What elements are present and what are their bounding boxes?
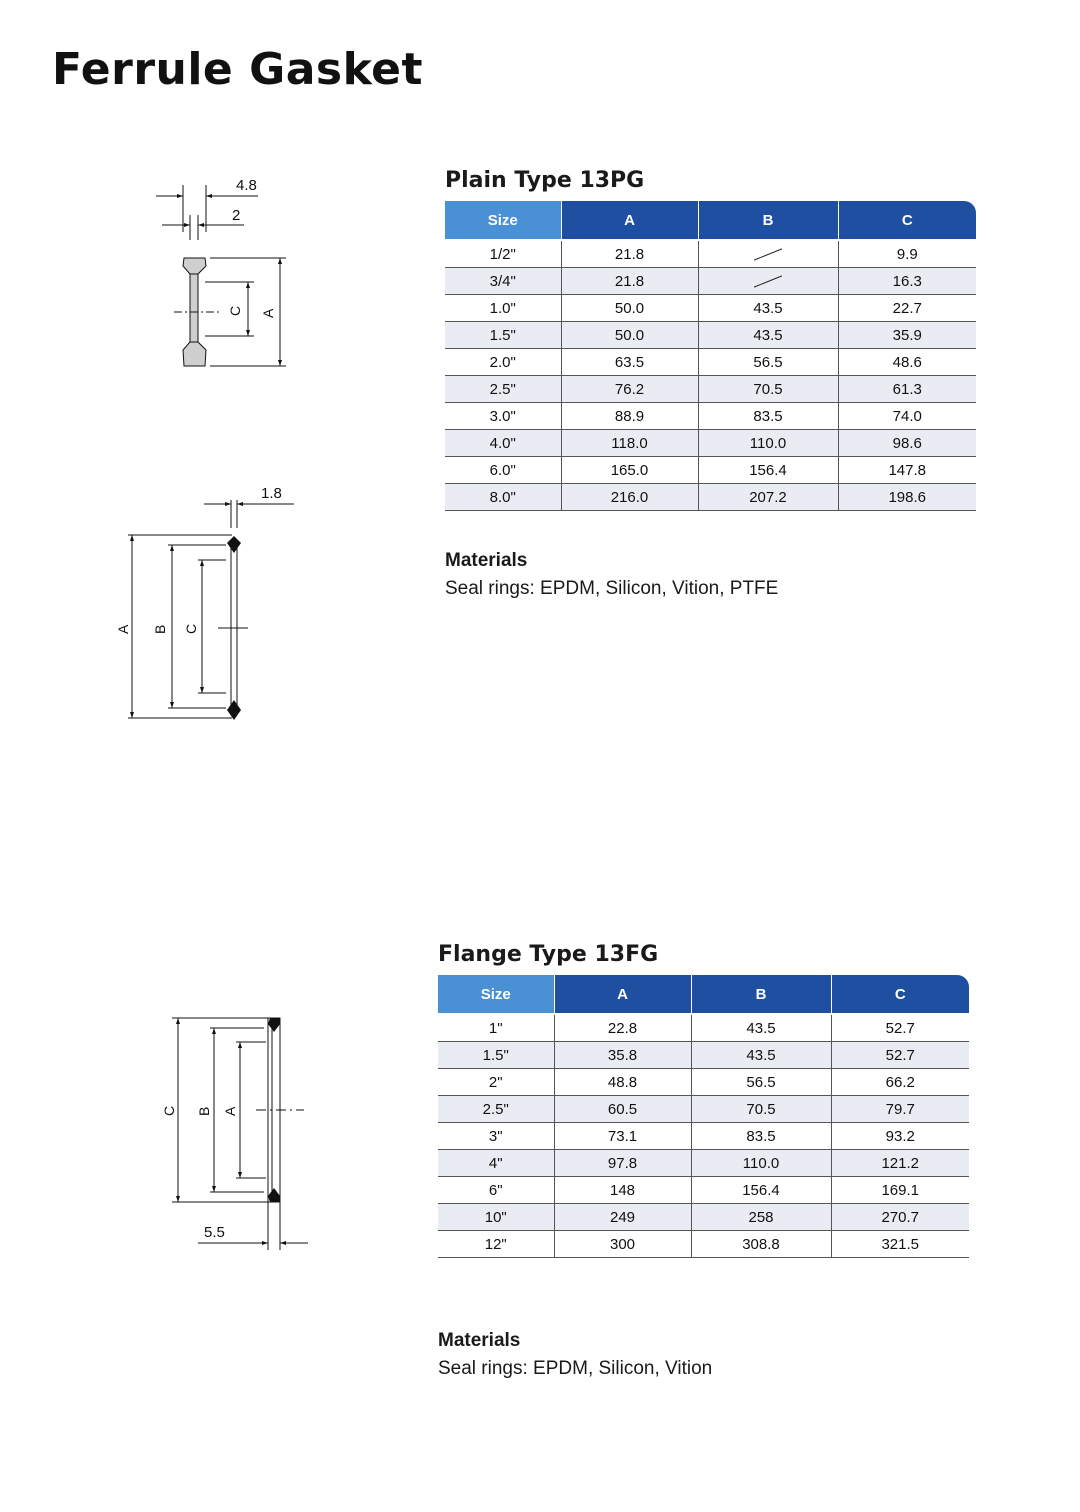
dim-label-a: A (115, 624, 131, 634)
cell-b: 56.5 (691, 1069, 831, 1096)
dim-label-a: A (260, 308, 276, 318)
table-row (438, 1204, 969, 1231)
cell-c: 93.2 (831, 1123, 969, 1150)
cell-a: 50.0 (561, 322, 698, 349)
cell-size: 3" (438, 1123, 554, 1150)
cell-size: 8.0" (445, 484, 561, 511)
cell-size: 12" (438, 1231, 554, 1258)
cell-size: 6.0" (445, 457, 561, 484)
flange-materials-title: Materials (438, 1330, 521, 1351)
table-row (445, 268, 976, 295)
cell-a: 216.0 (561, 484, 698, 511)
cell-c: 35.9 (838, 322, 976, 349)
cell-a: 76.2 (561, 376, 698, 403)
cell-c: 98.6 (838, 430, 976, 457)
header-b: B (698, 201, 838, 240)
cell-b: 56.5 (698, 349, 838, 376)
cell-b: 110.0 (691, 1150, 831, 1177)
header-size: Size (445, 201, 561, 240)
cell-b: 70.5 (691, 1096, 831, 1123)
cell-a: 88.9 (561, 403, 698, 430)
flange-materials-text: Seal rings: EPDM, Silicon, Vition (438, 1358, 713, 1379)
cell-a: 118.0 (561, 430, 698, 457)
cell-c: 52.7 (831, 1014, 969, 1042)
cell-size: 4.0" (445, 430, 561, 457)
cell-b: 43.5 (691, 1042, 831, 1069)
table-row (438, 1069, 969, 1096)
flange-spec-table (438, 975, 969, 1258)
table-row (445, 295, 976, 322)
dim-label-c: C (227, 305, 243, 316)
dim-label-b: B (152, 624, 168, 634)
cell-a: 165.0 (561, 457, 698, 484)
cell-size: 1" (438, 1014, 554, 1042)
not-applicable-slash-icon (754, 248, 782, 260)
cell-a: 35.8 (554, 1042, 691, 1069)
table-row (438, 1042, 969, 1069)
cell-a: 249 (554, 1204, 691, 1231)
cell-c: 169.1 (831, 1177, 969, 1204)
plain-materials-title: Materials (445, 550, 528, 571)
flange-gasket-profile-drawing (150, 1010, 320, 1250)
header-a: A (554, 975, 691, 1014)
header-c: C (831, 975, 969, 1014)
not-applicable-slash-icon (754, 275, 782, 287)
header-c: C (838, 201, 976, 240)
cell-size: 3.0" (445, 403, 561, 430)
cell-size: 10" (438, 1204, 554, 1231)
cell-b: 207.2 (698, 484, 838, 511)
cell-a: 21.8 (561, 240, 698, 268)
dim-label-2: 2 (232, 207, 241, 224)
cell-c: 66.2 (831, 1069, 969, 1096)
header-size: Size (438, 975, 554, 1014)
cell-size: 2.5" (445, 376, 561, 403)
table-row (445, 322, 976, 349)
cell-c: 121.2 (831, 1150, 969, 1177)
cell-a: 73.1 (554, 1123, 691, 1150)
table-row (445, 430, 976, 457)
cell-a: 148 (554, 1177, 691, 1204)
dim-label-1-8: 1.8 (261, 485, 282, 502)
cell-c: 16.3 (838, 268, 976, 295)
cell-c: 147.8 (838, 457, 976, 484)
cell-a: 97.8 (554, 1150, 691, 1177)
cell-c: 61.3 (838, 376, 976, 403)
cell-c: 321.5 (831, 1231, 969, 1258)
cell-c: 74.0 (838, 403, 976, 430)
table-row (445, 376, 976, 403)
cell-c: 48.6 (838, 349, 976, 376)
table-row (445, 403, 976, 430)
cell-c: 22.7 (838, 295, 976, 322)
cell-c: 270.7 (831, 1204, 969, 1231)
dim-label-a: A (222, 1106, 238, 1116)
cell-b: 308.8 (691, 1231, 831, 1258)
cell-b: 83.5 (691, 1123, 831, 1150)
cell-b: 70.5 (698, 376, 838, 403)
header-b: B (691, 975, 831, 1014)
cell-size: 6" (438, 1177, 554, 1204)
cell-a: 21.8 (561, 268, 698, 295)
cell-c: 198.6 (838, 484, 976, 511)
cell-size: 2" (438, 1069, 554, 1096)
cell-b: 258 (691, 1204, 831, 1231)
cell-size: 2.5" (438, 1096, 554, 1123)
page-title: Ferrule Gasket (52, 44, 424, 95)
cell-size: 2.0" (445, 349, 561, 376)
table-header-row (445, 201, 976, 240)
plain-spec-table (445, 201, 976, 511)
plain-materials-text: Seal rings: EPDM, Silicon, Vition, PTFE (445, 578, 779, 599)
cell-a: 22.8 (554, 1014, 691, 1042)
table-row (438, 1150, 969, 1177)
table-row (445, 349, 976, 376)
table-row (438, 1096, 969, 1123)
cell-size: 1.5" (438, 1042, 554, 1069)
cell-a: 300 (554, 1231, 691, 1258)
plain-gasket-section-drawing (150, 170, 300, 380)
cell-b: 43.5 (691, 1014, 831, 1042)
cell-b: 156.4 (691, 1177, 831, 1204)
cell-b-empty (698, 268, 838, 295)
cell-size: 1.0" (445, 295, 561, 322)
plain-section-title: Plain Type 13PG (445, 168, 645, 193)
cell-a: 50.0 (561, 295, 698, 322)
dim-label-4-8: 4.8 (236, 177, 257, 194)
header-a: A (561, 201, 698, 240)
cell-c: 79.7 (831, 1096, 969, 1123)
dim-label-c: C (161, 1105, 177, 1116)
cell-size: 1.5" (445, 322, 561, 349)
plain-gasket-profile-drawing (108, 478, 298, 728)
table-row (438, 1177, 969, 1204)
table-row (445, 240, 976, 268)
table-row (445, 457, 976, 484)
dim-label-c: C (183, 623, 199, 634)
table-row (445, 484, 976, 511)
cell-a: 48.8 (554, 1069, 691, 1096)
cell-b: 110.0 (698, 430, 838, 457)
dim-label-5-5: 5.5 (204, 1224, 225, 1241)
cell-a: 63.5 (561, 349, 698, 376)
cell-b: 83.5 (698, 403, 838, 430)
table-row (438, 1014, 969, 1042)
cell-b: 43.5 (698, 295, 838, 322)
table-row (438, 1123, 969, 1150)
dim-label-b: B (196, 1106, 212, 1116)
cell-c: 52.7 (831, 1042, 969, 1069)
cell-c: 9.9 (838, 240, 976, 268)
cell-b: 156.4 (698, 457, 838, 484)
flange-section-title: Flange Type 13FG (438, 942, 659, 967)
cell-size: 1/2" (445, 240, 561, 268)
cell-b-empty (698, 240, 838, 268)
table-row (438, 1231, 969, 1258)
table-header-row (438, 975, 969, 1014)
cell-size: 4" (438, 1150, 554, 1177)
cell-size: 3/4" (445, 268, 561, 295)
cell-b: 43.5 (698, 322, 838, 349)
cell-a: 60.5 (554, 1096, 691, 1123)
